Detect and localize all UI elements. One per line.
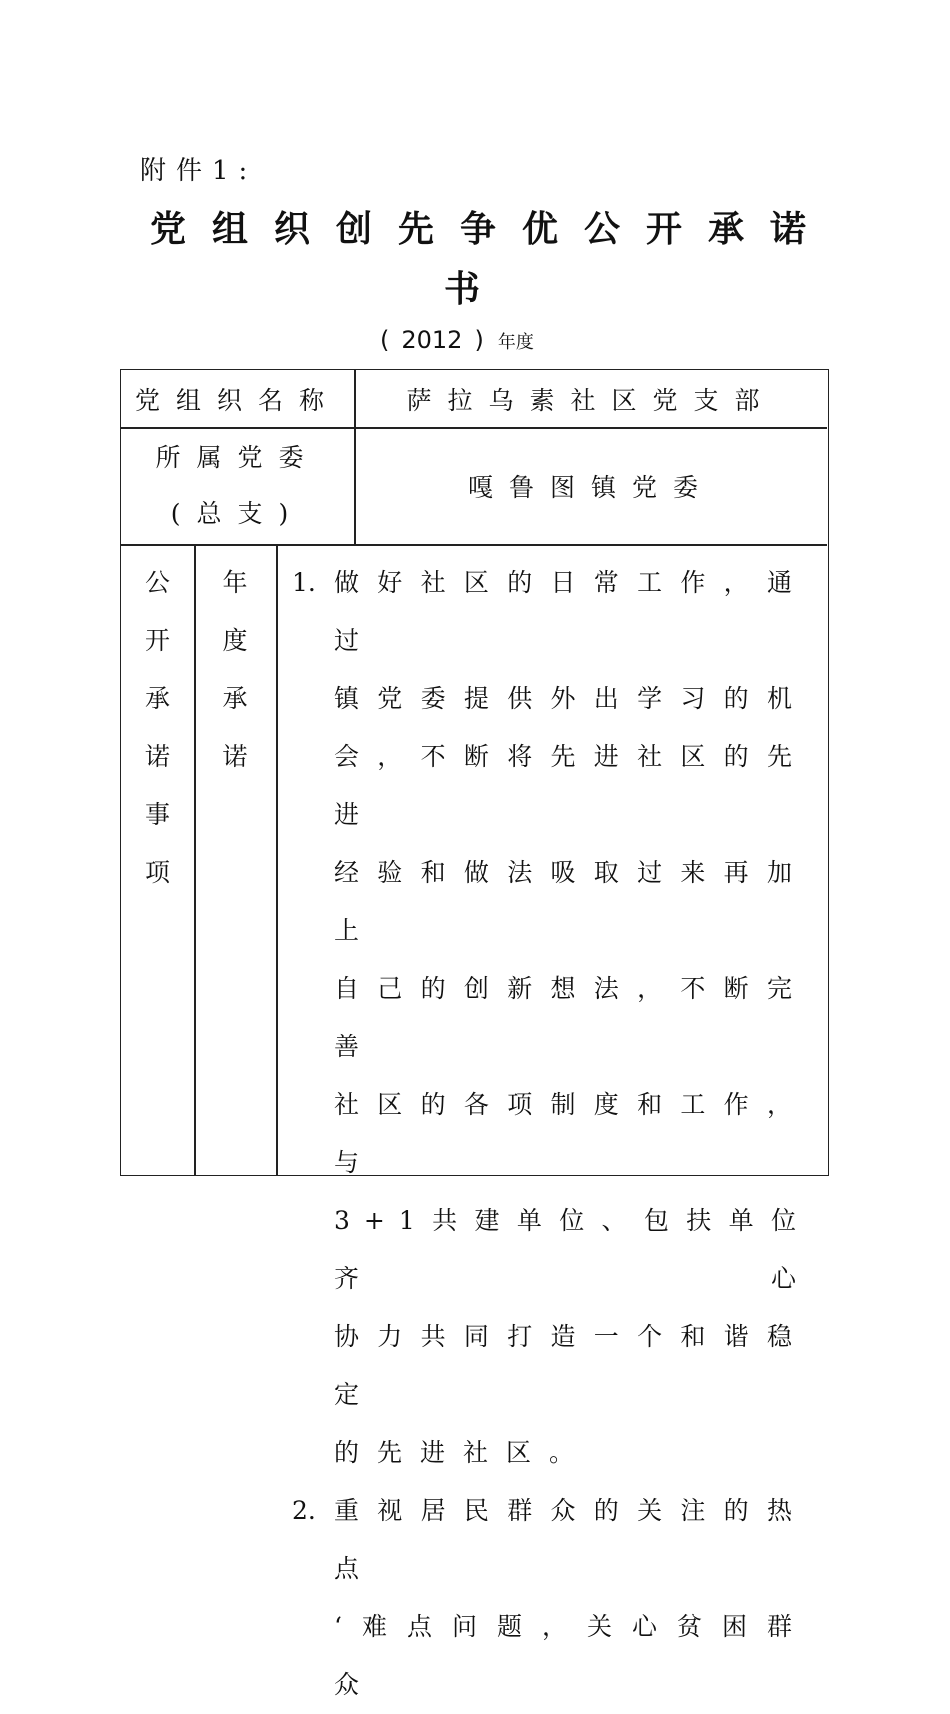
text-line: 协力共同打造一个和谐稳定 [334,1322,810,1409]
vertical-char: 项 [144,858,170,887]
text-line: 经验和做法吸取过来再加上 [334,858,810,945]
text-line: 社区的各项制度和工作，与 [334,1090,810,1177]
text-line: 做好社区的日常工作，通过 [334,568,810,655]
item-text [334,1482,810,1714]
year-line [380,326,534,354]
commitment-content [276,546,828,1699]
commitment-item-2 [292,1482,810,1714]
vertical-char: 承 [222,684,248,713]
text-line: 3+1共建单位、包扶单位齐心 [334,1206,810,1293]
public-commitment-label [121,554,194,902]
text-line: 镇党委提供外出学习的机 [334,684,810,713]
party-committee-value: 嘎鲁图镇党委 [467,473,714,502]
annual-commitment-label [194,554,276,786]
vertical-char: 开 [144,626,170,655]
vertical-char: 诺 [222,742,248,771]
text-line: 会，不断将先进社区的先进 [334,742,810,829]
document-title [150,200,833,320]
party-label-line-1: 所属党委 [155,443,320,472]
attachment-label: 附件1: [140,156,258,186]
item-number: 1. [292,568,316,597]
text-line: 自己的创新想法，不断完善 [334,974,810,1061]
org-name-value: 萨拉乌素社区党支部 [406,386,776,415]
vertical-char: 事 [144,800,170,829]
text-line: ‘难点问题，关心贫困群众 [334,1612,810,1699]
title-line-1: 党组织创先争优公开承诺 [150,209,833,250]
year-open-paren: ( [380,326,390,354]
commitment-item-1 [292,554,810,1482]
item-text [334,554,810,1482]
text-line: 的先进社区。 [334,1438,593,1467]
year-value: 2012 [401,326,463,354]
vertical-char: 年 [222,568,248,597]
party-committee-label [121,428,354,544]
item-number: 2. [292,1496,316,1525]
party-label-line-2: (总支) [170,499,305,528]
year-suffix: 年度 [497,332,534,353]
year-close-paren: ) [474,326,484,354]
vertical-char: 承 [144,684,170,713]
commitment-table [120,369,829,1699]
vertical-char: 度 [222,626,248,655]
vertical-char: 诺 [144,742,170,771]
title-line-2: 书 [443,269,506,310]
org-name-label: 党组织名称 [134,386,340,415]
vertical-char: 公 [144,568,170,597]
text-line: 重视居民群众的关注的热点 [334,1496,810,1583]
